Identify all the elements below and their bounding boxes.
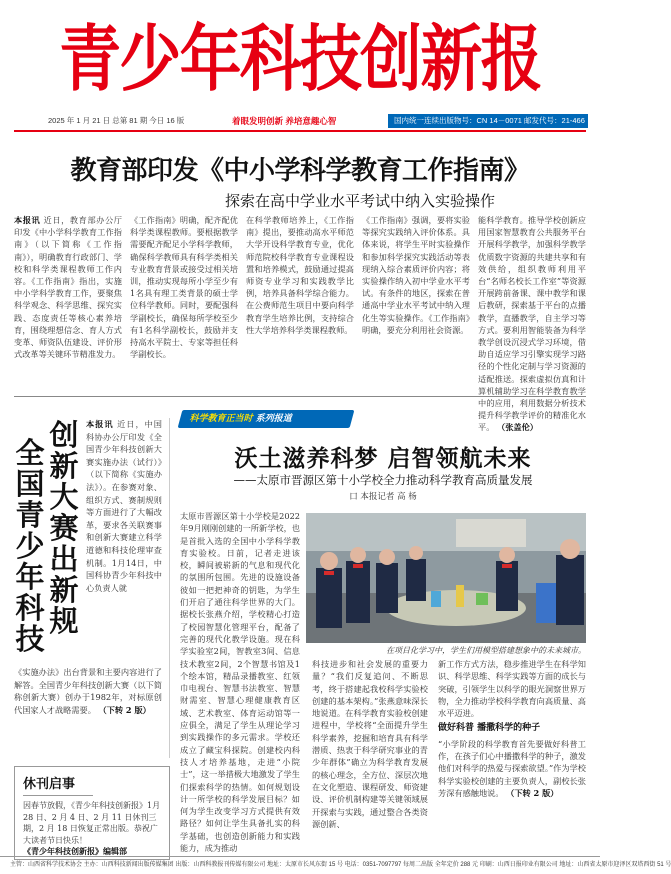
- holiday-notice-signature: 《青少年科技创新报》编辑部: [23, 846, 127, 856]
- holiday-notice-text: 因春节放假，《青少年科技创新报》1月 28 日、2 月 4 日、2 月 11 日休刊三期，2 月 18 日恢复正常出版。恭祝广大读者节日快乐！: [23, 801, 161, 845]
- continued-marker: （下转 2 版）: [506, 787, 559, 798]
- masthead: [0, 0, 600, 112]
- issue-date: 2025 年 1 月 21 日 总第 81 期 今日 16 版: [48, 116, 185, 125]
- feature-col2-text: 据校长张燕介绍，学校精心打造了校园智慧化管理平台，配备了完善的现代化教学设施。现在科学实验室2间，智教室3间、信息技术教室2间，2个智慧书馆及1个绘本馆，精品录播教室、红领巾电视台、智慧书法教室、智慧财需室、智慧心理健康教育区域、艺术教室、体育运动馆等一应俱全，满足了学生从理论学习到实践操作的多元需求。学校还成立了藏宝科探院。创建校内科技人才培养基地，走进“小院士”，这一举措极大地激发了学生们探索科学的热情。如何规划设计一所学校的科学发展目标？如何为学生改变学习方式提供有效路径？如何让学生具备扎实的科学基础，也创造创新能力和实践能力，成为推动: [180, 609, 300, 854]
- lead-byline: 本报讯: [14, 215, 41, 225]
- feature-photo: [306, 513, 586, 643]
- lead-author: （张盖伦）: [497, 422, 538, 433]
- divider: [14, 130, 586, 132]
- continued-marker: （下转 2 版）: [98, 704, 151, 715]
- lead-column-2: [130, 214, 238, 392]
- publication-number: 国内统一连续出版物号：CN 14－0071 邮发代号：21-466: [388, 114, 588, 128]
- lead-subhead: 探索在高中学业水平考试中纳入实验操作: [224, 192, 495, 210]
- photo-caption: 在项目化学习中，学生们用模型搭建想象中的未来城市。: [386, 646, 586, 655]
- feature-col4b-text: “小学阶段的科学教育首先要做好科普工作，在孩子们心中播撒科学的种子，激发他们对科学的热爱与探索欲望。”作为学校科学实验校创建的主要负责人，副校长张芳深有感触地说。: [438, 738, 586, 798]
- left-text-below: 《实施办法》出台背景和主要内容进行了解答。全国青少年科技创新大赛（以下简称创新大赛）创办于1982年，对标原创代国家人才战略需要。: [14, 667, 162, 715]
- classroom-photo-illustration: [306, 513, 586, 643]
- feature-headline: 沃土滋养科梦 启智领航未来: [234, 446, 532, 472]
- issue-info-bar: [0, 114, 600, 128]
- lead-column-4: [362, 214, 470, 392]
- lead-col1-text: 近日，教育部办公厅印发《中小学科学教育工作指南》（以下简称《工作指南》），明确教育行政部门、学校和科学类课程教师工作内容。《工作指南》指出，实施中小学科学教育工作，要聚焦科学观念、科学思维、探究实践、态度责任等核心素养培育，围绕理想信念、育人方式变革、师资队伍建设、评价形式改革等关键环节精准发力。: [14, 215, 122, 360]
- feature-subhead: ——太原市晋源区第十小学校全力推动科学教育高质量发展: [233, 473, 533, 487]
- feature-byline: 口 本报记者 高 杨: [349, 492, 417, 502]
- left-text-side: 近日，中国科协办公厅印发《全国青少年科技创新大赛实施办法（试行）》（以下简称《实施办法》）。在参赛对象、组织方式、赛制规则等方面进行了大幅改革，要求各关联赛事和创新大赛建立科学道德和科技伦理审查机制。1月14日，中国科协青少年科技中心负责人就: [86, 419, 162, 593]
- left-article-title: [14, 420, 80, 664]
- left-article-text-below: [14, 666, 162, 756]
- lead-column-3: [246, 214, 354, 392]
- lead-headline: 教育部印发《中小学科学教育工作指南》: [70, 156, 530, 186]
- left-title-column-2: 创 新 大 赛 出 新 规: [49, 418, 79, 638]
- feature-col3-text: 科技进步和社会发展的重要力量？“我们反复追问、不断思考，终于搭建起我校科学实验校创建的基本架构。”张燕意味深长地说道。在科学教育实验校创建进程中，学校将“全面提升学生科学素养，挖掘和培育具有科学潜质、热衷于科学研究事业的青少年群体”确立为科学教育发展的核心理念，全方位、深层次地在文化塑造、课程研发、师资建设、评价机制构建等关键领域展开探索与实践，通过整合各类资源创新、: [312, 659, 428, 829]
- left-byline: 本报讯: [86, 419, 114, 429]
- left-article: [14, 418, 170, 758]
- left-title-column-1: 全 国 青 少 年 科 技: [15, 436, 45, 656]
- feature-subsection-title: 做好科普 播撒科学的种子: [438, 723, 541, 734]
- feature-column-2: [312, 658, 428, 856]
- feature-col1-text: 太原市晋源区第十小学校是2022年9月刚刚创建的一所新学校，也是首批入选的全国中小学科学教育实验校。日前，记者走进该校，瞬间被崭新的气息和现代化的氛围所包围。先进的设施设备彼如一把把神奇的钥匙，为学生们开启了通往科学世界的大门。: [180, 511, 300, 608]
- newspaper-title-logo: 青少年科技创新报: [59, 17, 541, 101]
- feature-column-3: [438, 658, 586, 856]
- series-banner: [178, 410, 355, 428]
- feature-column-1: [180, 510, 300, 856]
- lead-column-1: [14, 214, 122, 392]
- series-suffix: 系列报道: [254, 414, 294, 424]
- left-article-text-side: [86, 418, 162, 664]
- footer-imprint: 主管：山西省科学技术协会 主办：山西科技新闻出版传媒集团 出版：山西科教报刊传媒有限公司 地址：太原市长风东街 15 号 电话：0351-7097797 每周二出版 全年定价 288 元 印刷：山西日报印业有限公司 地址：山西省太原市迎泽区双塔西街 51 号: [0, 856, 600, 874]
- lead-col5-text: 能科学教育。推导学校创新应用国家智慧教育公共服务平台开展科学教学，加强科学教学优质数字资源的共建共享和有效供给，组织教师利用平台“名师名校长工作室”等资源开展跨前备课、课中教学和课后教研，探索基于平台的点播教学，直播教学，自主学习等方式。要利用智能装备为科学教学创设沉浸式学习环境，借助自适应学习引擎实现学习路径的个性化定制与学习资源的适配推送。探索虚拟仿真和计算机辅助学习在科学教育教学中的应用，利用数据分析技术提升科学教学评价的精准化水平。: [478, 215, 586, 433]
- feature-col4-text: 新工作方式方法，稳步推进学生在科学知识、科学思维、科学实践等方面的成长与突破，引领学生以科学的眼光洞察世界万物，全力推动学校科学教育向高质量、高水平迈进。: [438, 659, 586, 719]
- series-prefix: 科学教育正当时: [188, 414, 255, 424]
- holiday-notice: [14, 766, 170, 860]
- lead-col2-text: 《工作指南》明确，配齐配优科学类课程教师。要根据教学需要配齐配足小学科学教师，确保科学教师具有科学类相关专业教育背景或接受过相关培训，推动实现每所小学至少有1名具有理工类背景的硕士学位科学教师。同时，要配强科学副校长，确保每所学校至少有1名科学副校长，鼓励并支持高水平院士、专家等担任科学副校长。: [130, 215, 238, 360]
- slogan: 着眼发明创新 养培意趣心智: [232, 116, 337, 126]
- divider: [14, 396, 586, 397]
- lead-col4-text: 《工作指南》强调，要将实验等探究实践纳入评价体系。具体来说，将学生平时实验操作和参加科学探究实践活动等表现纳入综合素质评价内容；将实验操作纳入初中学业水平考试。有条件的地区，探索在普通高中学业水平考试中纳入理化生等实验操作。《工作指南》明确，要充分利用社会资源。: [362, 215, 470, 335]
- holiday-notice-title: 休刊启事: [23, 773, 93, 796]
- lead-column-5: [478, 214, 586, 433]
- lead-col3-text: 在科学教师培养上，《工作指南》提出，要推动高水平师范大学开设科学教育专业，优化师范院校科学教育专业课程设置和培养模式，鼓励通过提高师资专业学习和实践教学比例，培养具备科学综合能力。在公费师范生项目中要向科学教育学生培养比例，支持综合性大学培养科学类课程教师。: [246, 215, 354, 335]
